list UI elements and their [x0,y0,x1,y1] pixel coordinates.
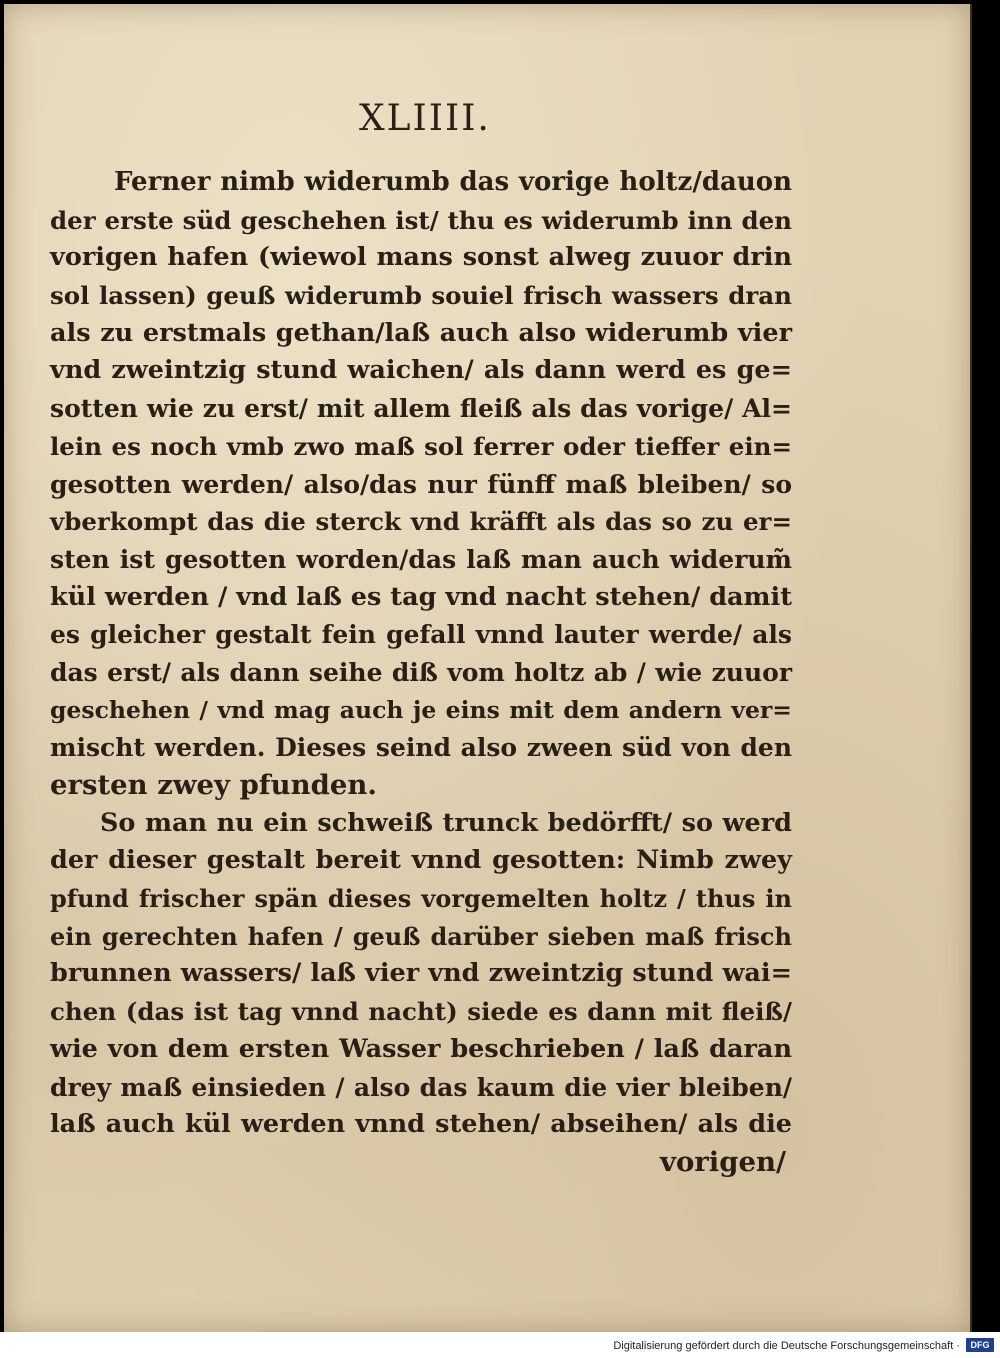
book-page [4,4,972,1332]
text-line: pfund frischer spän dieses vorgemelten holtz / thus in [50,884,792,914]
catchword: vorigen/ [659,1145,786,1178]
text-line: Ferner nimb widerumb das vorige holtz/dauon [114,167,792,197]
text-line: der dieser gestalt bereit vnnd gesotten: Nimb zwey [50,845,792,876]
text-line: sten ist gesotten worden/das laß man auch widerum̃ [50,544,792,574]
text-line: vberkompt das die sterck vnd kräfft als das so zu er= [50,507,792,537]
text-line: laß auch kül werden vnnd stehen/ abseihen/ als die [50,1109,792,1140]
text-line: chen (das ist tag vnnd nacht) siede es dann mit fleiß/ [50,997,792,1027]
body-text [50,164,792,1182]
dfg-logo-icon: DFG [966,1338,994,1352]
text-line: lein es noch vmb zwo maß sol ferrer oder tieffer ein= [50,431,792,461]
text-line: geschehen / vnd mag auch je eins mit dem andern ver= [50,695,792,724]
text-line: kül werden / vnd laß es tag vnd nacht stehen/ damit [50,581,792,612]
text-line: wie von dem ersten Wasser beschrieben / laß daran [50,1033,792,1064]
text-line: mischt werden. Dieses seind also zween süd von den [50,733,792,763]
text-line: brunnen wassers/ laß vier vnd zweintzig stund wai= [50,958,792,989]
text-line: es gleicher gestalt fein gefall vnnd lauter werde/ als [50,620,792,650]
text-line: ersten zwey pfunden. [50,769,377,801]
text-line: gesotten werden/ also/das nur fünff maß bleiben/ so [50,469,792,499]
text-line: So man nu ein schweiß trunck bedörfft/ so werd [100,807,792,838]
page-number: XLIIII. [359,98,491,139]
text-line: sotten wie zu erst/ mit allem fleiß als das vorige/ Al= [50,394,792,424]
text-line: als zu erstmals gethan/laß auch also widerumb vier [50,317,792,348]
funding-notice: Digitalisierung gefördert durch die Deutsche Forschungsgemeinschaft · [613,1340,960,1352]
text-line: vnd zweintzig stund waichen/ als dann werd es ge= [50,355,792,386]
text-line: ein gerechten hafen / geuß darüber sieben maß frisch [50,921,792,951]
text-line: drey maß einsieden / also das kaum die vier bleiben/ [50,1072,792,1102]
text-line: sol lassen) geuß widerumb souiel frisch wassers dran [50,281,792,311]
text-line: der erste süd geschehen ist/ thu es widerumb inn den [50,205,792,235]
text-line: vorigen hafen (wiewol mans sonst alweg zuuor drin [50,242,792,273]
text-line: das erst/ als dann seihe diß vom holtz ab / wie zuuor [50,657,792,687]
